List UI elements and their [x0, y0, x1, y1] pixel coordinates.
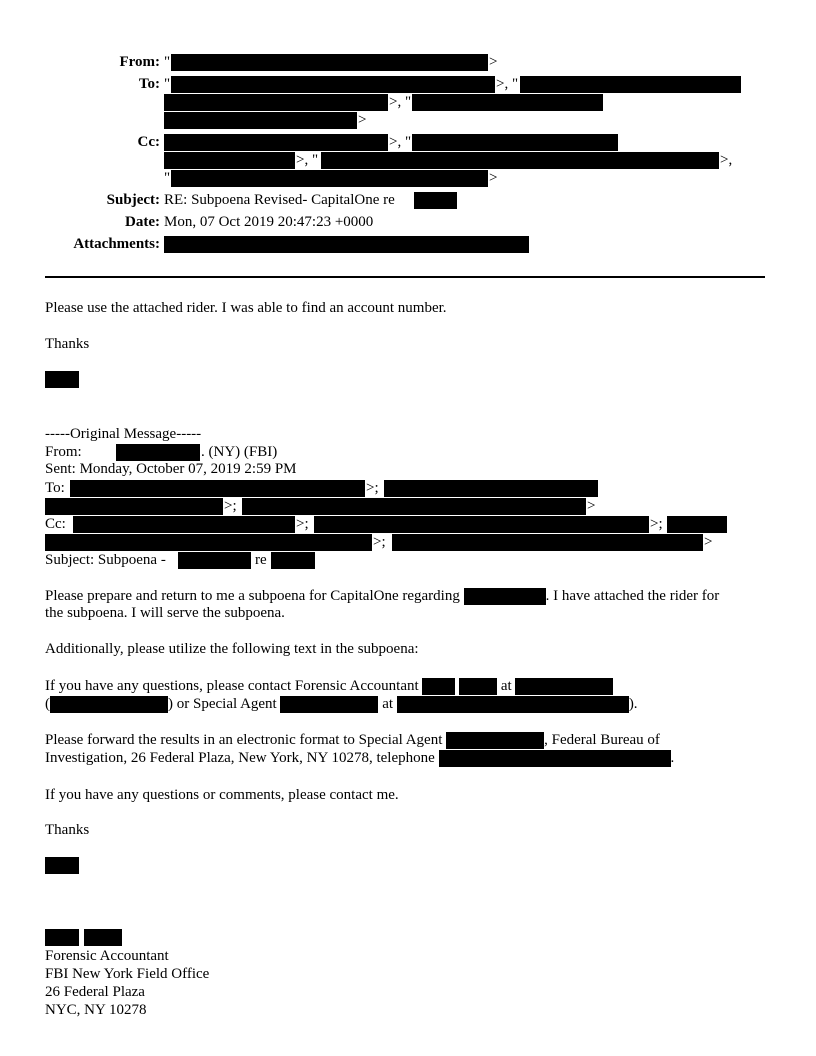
orig-thanks: Thanks: [45, 822, 90, 838]
para5: If you have any questions or comments, please contact me.: [45, 787, 399, 803]
redaction-block: [45, 857, 79, 874]
para4-line1: [45, 732, 660, 749]
para3-text: at: [382, 696, 394, 712]
para4-text: , Federal Bureau of: [544, 732, 660, 748]
redaction-block: [45, 371, 79, 388]
redaction-block: [464, 588, 546, 605]
para3-text: If you have any questions, please contact Forensic Accountant: [45, 678, 419, 694]
redaction-block: [446, 732, 544, 749]
orig-from-prefix: From:: [45, 444, 82, 460]
signature-street: 26 Federal Plaza: [45, 984, 145, 1000]
redaction-block: [271, 552, 315, 569]
redaction-block: [515, 678, 613, 695]
redaction-block: [412, 94, 603, 111]
redaction-block: [73, 516, 295, 533]
redaction-block: [314, 516, 649, 533]
orig-cc-prefix: Cc:: [45, 516, 66, 532]
to-label: To:: [138, 76, 160, 92]
redaction-block: [422, 678, 455, 695]
separator: >, ": [496, 76, 519, 92]
redaction-block: [171, 76, 495, 93]
reply-thanks: Thanks: [45, 336, 90, 352]
para4-text: Please forward the results in an electronic format to Special Agent: [45, 732, 443, 748]
para2: Additionally, please utilize the following text in the subpoena:: [45, 641, 419, 657]
header-divider: [45, 276, 765, 278]
signature-city: NYC, NY 10278: [45, 1002, 147, 1018]
para3-line1: [45, 678, 613, 695]
angle-bracket: >: [704, 534, 713, 550]
angle-bracket: >: [489, 170, 498, 186]
para1-line1: [45, 588, 719, 605]
separator: >, ": [389, 134, 412, 150]
redaction-block: [164, 152, 295, 169]
redaction-block: [242, 498, 586, 515]
attachments-label: Attachments:: [73, 236, 160, 252]
para1-line2: the subpoena. I will serve the subpoena.: [45, 605, 285, 621]
subject-value: RE: Subpoena Revised- CapitalOne re: [164, 192, 395, 208]
separator: >;: [373, 534, 386, 550]
redaction-block: [321, 152, 719, 169]
para3-line2: [45, 696, 638, 713]
redaction-block: [164, 134, 388, 151]
para4-text: Investigation, 26 Federal Plaza, New York, NY 10278, telephone: [45, 750, 435, 766]
from-label: From:: [119, 54, 160, 70]
redaction-block: [164, 94, 388, 111]
cc-label: Cc:: [137, 134, 160, 150]
angle-bracket: >: [587, 498, 596, 514]
subject-label: Subject:: [106, 192, 160, 208]
redaction-block: [412, 134, 618, 151]
para1-text: . I have attached the rider for: [545, 588, 720, 604]
separator: >;: [224, 498, 237, 514]
para3-text: ) or Special Agent: [168, 696, 277, 712]
redaction-block: [178, 552, 251, 569]
para1-text: Please prepare and return to me a subpoena for CapitalOne regarding: [45, 588, 460, 604]
separator: >, ": [389, 94, 412, 110]
separator: >,: [720, 152, 733, 168]
redaction-block: [520, 76, 741, 93]
orig-subject-prefix: Subject: Subpoena -: [45, 552, 166, 568]
separator: >;: [650, 516, 663, 532]
date-label: Date:: [125, 214, 160, 230]
redaction-block: [667, 516, 727, 533]
date-value: Mon, 07 Oct 2019 20:47:23 +0000: [164, 214, 374, 230]
redaction-block: [45, 929, 79, 946]
reply-line: Please use the attached rider. I was able to find an account number.: [45, 300, 447, 316]
separator: >, ": [296, 152, 319, 168]
para4-text: .: [670, 750, 675, 766]
separator: >;: [296, 516, 309, 532]
redaction-block: [392, 534, 703, 551]
redaction-block: [397, 696, 629, 713]
angle-bracket: >: [358, 112, 367, 128]
redaction-block: [70, 480, 365, 497]
separator: >;: [366, 480, 379, 496]
para3-text: (: [45, 696, 50, 712]
quote-mark: ": [164, 54, 171, 70]
orig-sent: Sent: Monday, October 07, 2019 2:59 PM: [45, 461, 297, 477]
redaction-block: [164, 112, 357, 129]
redaction-block: [50, 696, 168, 713]
orig-subject-re: re: [255, 552, 267, 568]
original-divider: -----Original Message-----: [45, 426, 202, 442]
quote-mark: ": [164, 76, 171, 92]
redaction-block: [459, 678, 497, 695]
signature-title: Forensic Accountant: [45, 948, 169, 964]
quote-mark: ": [164, 170, 171, 186]
para4-line2: [45, 750, 674, 767]
orig-from-suffix: . (NY) (FBI): [201, 444, 278, 460]
redaction-block: [45, 534, 372, 551]
redaction-block: [384, 480, 598, 497]
orig-to-prefix: To:: [45, 480, 65, 496]
redaction-block: [171, 170, 488, 187]
para3-text: at: [500, 678, 512, 694]
redaction-block: [84, 929, 122, 946]
redaction-block: [439, 750, 671, 767]
redaction-block: [414, 192, 457, 209]
signature-office: FBI New York Field Office: [45, 966, 210, 982]
angle-bracket: >: [489, 54, 498, 70]
redaction-block: [45, 498, 223, 515]
redaction-block: [280, 696, 378, 713]
para3-text: ).: [628, 696, 638, 712]
redaction-block: [116, 444, 200, 461]
redaction-block: [164, 236, 529, 253]
redaction-block: [171, 54, 488, 71]
